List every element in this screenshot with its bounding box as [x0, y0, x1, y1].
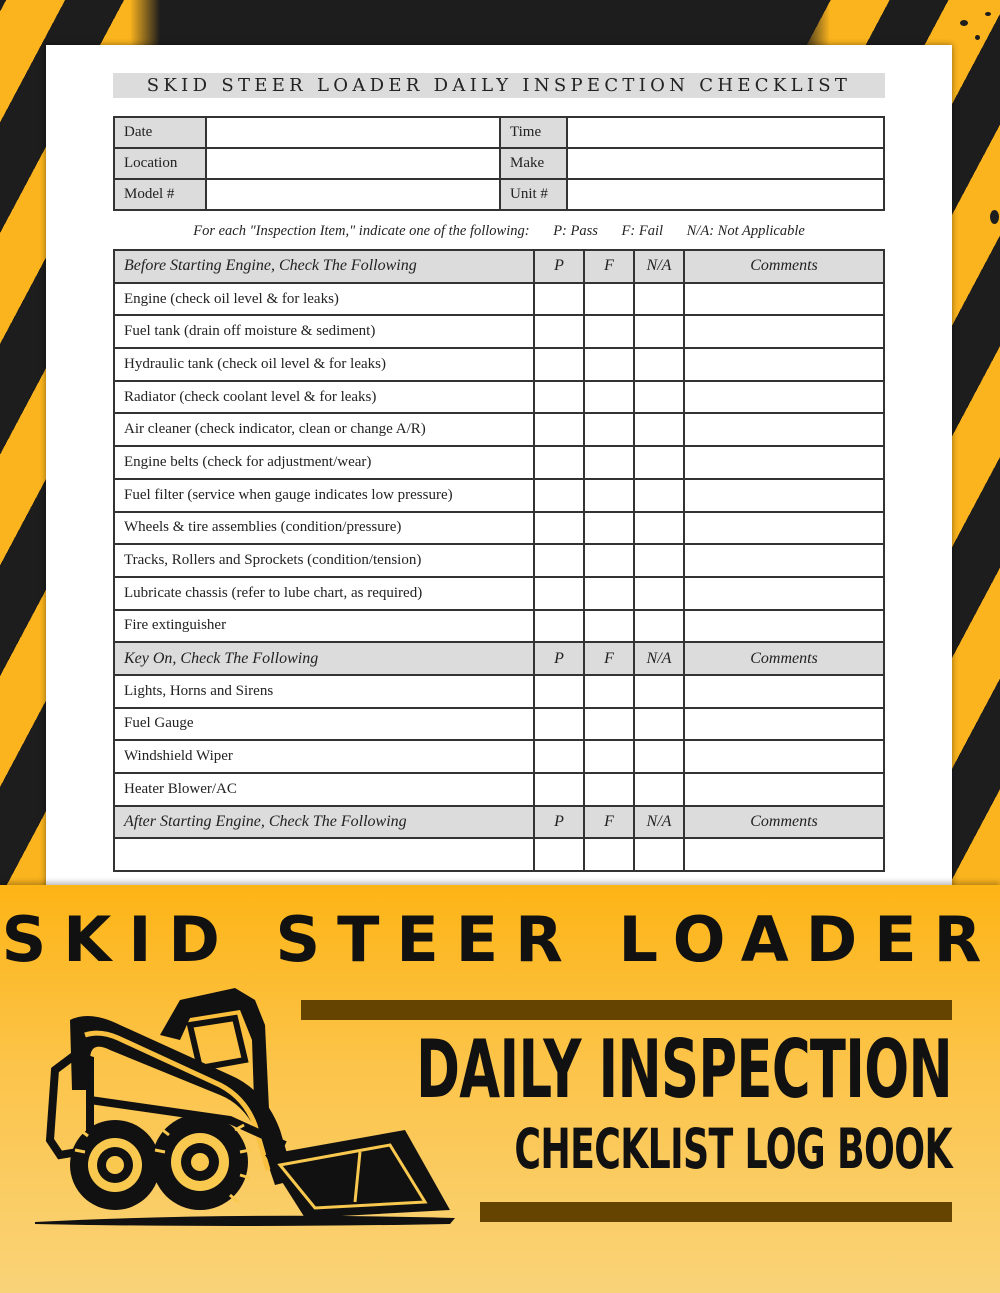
comments-field[interactable] — [684, 315, 884, 348]
fail-checkbox-cell[interactable] — [584, 413, 634, 446]
checklist-row — [114, 283, 884, 316]
fail-checkbox-cell[interactable] — [584, 773, 634, 806]
fail-checkbox-cell[interactable] — [584, 740, 634, 773]
checklist-row — [114, 413, 884, 446]
na-checkbox-cell[interactable] — [634, 610, 684, 643]
inspection-item-label: Wheels & tire assemblies (condition/pressure) — [114, 512, 534, 545]
column-header-comments: Comments — [684, 806, 884, 839]
legend-instruction: For each "Inspection Item," indicate one of the following: — [193, 223, 530, 239]
fail-checkbox-cell[interactable] — [584, 315, 634, 348]
checklist-row — [114, 381, 884, 414]
pass-checkbox-cell[interactable] — [534, 675, 584, 708]
checklist-row — [114, 610, 884, 643]
pass-checkbox-cell[interactable] — [534, 708, 584, 741]
comments-field[interactable] — [684, 446, 884, 479]
fail-checkbox-cell[interactable] — [584, 577, 634, 610]
inspection-item-label: Lubricate chassis (refer to lube chart, as required) — [114, 577, 534, 610]
na-checkbox-cell[interactable] — [634, 838, 684, 871]
fail-checkbox-cell[interactable] — [584, 708, 634, 741]
checklist-row — [114, 544, 884, 577]
inspection-item-label: Hydraulic tank (check oil level & for leaks) — [114, 348, 534, 381]
banner-subtitle-line1: DAILY INSPECTION — [416, 1023, 952, 1116]
legend-na: N/A: Not Applicable — [686, 223, 805, 239]
checklist-row — [114, 838, 884, 871]
inspection-item-label: Fuel Gauge — [114, 708, 534, 741]
inspection-item-label: Fuel filter (service when gauge indicates low pressure) — [114, 479, 534, 512]
inspection-item-label: Fuel tank (drain off moisture & sediment) — [114, 315, 534, 348]
fail-checkbox-cell[interactable] — [584, 381, 634, 414]
checklist-row — [114, 675, 884, 708]
section-heading: Before Starting Engine, Check The Following — [114, 250, 534, 283]
column-header-fail: F — [584, 806, 634, 839]
na-checkbox-cell[interactable] — [634, 577, 684, 610]
column-header-fail: F — [584, 250, 634, 283]
pass-checkbox-cell[interactable] — [534, 512, 584, 545]
comments-field[interactable] — [684, 708, 884, 741]
checklist-row — [114, 446, 884, 479]
checklist-page — [46, 45, 952, 905]
pass-checkbox-cell[interactable] — [534, 773, 584, 806]
na-checkbox-cell[interactable] — [634, 315, 684, 348]
inspection-item-label: Engine belts (check for adjustment/wear) — [114, 446, 534, 479]
na-checkbox-cell[interactable] — [634, 283, 684, 316]
skid-steer-loader-icon — [30, 980, 460, 1230]
section-heading: After Starting Engine, Check The Following — [114, 806, 534, 839]
top-dark-band — [0, 0, 1000, 45]
inspection-item-label — [114, 838, 534, 871]
comments-field[interactable] — [684, 348, 884, 381]
grunge-speck — [968, 520, 974, 526]
inspection-item-label: Radiator (check coolant level & for leaks) — [114, 381, 534, 414]
page-title: SKID STEER LOADER DAILY INSPECTION CHECKLIST — [146, 75, 852, 96]
pass-checkbox-cell[interactable] — [534, 544, 584, 577]
column-header-na: N/A — [634, 250, 684, 283]
pass-checkbox-cell[interactable] — [534, 348, 584, 381]
column-header-comments: Comments — [684, 642, 884, 675]
divider-bar-bottom — [480, 1202, 952, 1222]
pass-checkbox-cell[interactable] — [534, 283, 584, 316]
section-heading: Key On, Check The Following — [114, 642, 534, 675]
na-checkbox-cell[interactable] — [634, 381, 684, 414]
section-header-row — [114, 642, 884, 675]
time-field[interactable] — [567, 117, 884, 148]
comments-field[interactable] — [684, 479, 884, 512]
cover-banner — [0, 885, 1000, 1293]
na-checkbox-cell[interactable] — [634, 740, 684, 773]
date-label: Date — [114, 117, 206, 148]
section-header-row — [114, 806, 884, 839]
comments-field[interactable] — [684, 283, 884, 316]
fail-checkbox-cell[interactable] — [584, 512, 634, 545]
info-row — [114, 117, 884, 148]
info-row — [114, 148, 884, 179]
fail-checkbox-cell[interactable] — [584, 838, 634, 871]
comments-field[interactable] — [684, 610, 884, 643]
pass-checkbox-cell[interactable] — [534, 381, 584, 414]
pass-checkbox-cell[interactable] — [534, 610, 584, 643]
fail-checkbox-cell[interactable] — [584, 283, 634, 316]
grunge-speck — [975, 35, 980, 40]
model-label: Model # — [114, 179, 206, 210]
comments-field[interactable] — [684, 413, 884, 446]
na-checkbox-cell[interactable] — [634, 413, 684, 446]
info-row — [114, 179, 884, 210]
fail-checkbox-cell[interactable] — [584, 610, 634, 643]
inspection-item-label: Fire extinguisher — [114, 610, 534, 643]
banner-subtitle-line2: CHECKLIST LOG BOOK — [514, 1117, 952, 1181]
na-checkbox-cell[interactable] — [634, 512, 684, 545]
grunge-speck — [985, 12, 991, 16]
checklist-row — [114, 740, 884, 773]
column-header-na: N/A — [634, 806, 684, 839]
grunge-speck — [990, 210, 999, 224]
page-title-bar — [113, 73, 885, 98]
grunge-speck — [960, 20, 968, 26]
comments-field[interactable] — [684, 675, 884, 708]
na-checkbox-cell[interactable] — [634, 446, 684, 479]
fail-checkbox-cell[interactable] — [584, 544, 634, 577]
checklist-row — [114, 512, 884, 545]
make-label: Make — [500, 148, 567, 179]
inspection-item-label: Lights, Horns and Sirens — [114, 675, 534, 708]
checklist-table — [113, 249, 885, 872]
column-header-comments: Comments — [684, 250, 884, 283]
comments-field[interactable] — [684, 381, 884, 414]
fail-checkbox-cell[interactable] — [584, 479, 634, 512]
checklist-row — [114, 479, 884, 512]
legend-pass: P: Pass — [553, 223, 598, 239]
na-checkbox-cell[interactable] — [634, 708, 684, 741]
date-field[interactable] — [206, 117, 500, 148]
pass-checkbox-cell[interactable] — [534, 577, 584, 610]
comments-field[interactable] — [684, 577, 884, 610]
time-label: Time — [500, 117, 567, 148]
fail-checkbox-cell[interactable] — [584, 675, 634, 708]
inspection-item-label: Air cleaner (check indicator, clean or change A/R) — [114, 413, 534, 446]
na-checkbox-cell[interactable] — [634, 544, 684, 577]
inspection-item-label: Heater Blower/AC — [114, 773, 534, 806]
comments-field[interactable] — [684, 773, 884, 806]
pass-checkbox-cell[interactable] — [534, 413, 584, 446]
section-header-row — [114, 250, 884, 283]
banner-title: SKID STEER LOADER — [1, 903, 999, 976]
pass-checkbox-cell[interactable] — [534, 446, 584, 479]
na-checkbox-cell[interactable] — [634, 348, 684, 381]
na-checkbox-cell[interactable] — [634, 773, 684, 806]
fail-checkbox-cell[interactable] — [584, 348, 634, 381]
column-header-fail: F — [584, 642, 634, 675]
model-field[interactable] — [206, 179, 500, 210]
column-header-pass: P — [534, 806, 584, 839]
legend-line — [113, 223, 885, 240]
comments-field[interactable] — [684, 740, 884, 773]
info-table — [113, 116, 885, 211]
comments-field[interactable] — [684, 838, 884, 871]
checklist-row — [114, 348, 884, 381]
inspection-item-label: Engine (check oil level & for leaks) — [114, 283, 534, 316]
checklist-row — [114, 708, 884, 741]
column-header-pass: P — [534, 642, 584, 675]
column-header-pass: P — [534, 250, 584, 283]
unit-field[interactable] — [567, 179, 884, 210]
make-field[interactable] — [567, 148, 884, 179]
location-field[interactable] — [206, 148, 500, 179]
pass-checkbox-cell[interactable] — [534, 740, 584, 773]
checklist-row — [114, 315, 884, 348]
pass-checkbox-cell[interactable] — [534, 315, 584, 348]
pass-checkbox-cell[interactable] — [534, 838, 584, 871]
comments-field[interactable] — [684, 544, 884, 577]
comments-field[interactable] — [684, 512, 884, 545]
legend-fail: F: Fail — [621, 223, 664, 239]
na-checkbox-cell[interactable] — [634, 479, 684, 512]
checklist-row — [114, 773, 884, 806]
checklist-row — [114, 577, 884, 610]
column-header-na: N/A — [634, 642, 684, 675]
fail-checkbox-cell[interactable] — [584, 446, 634, 479]
inspection-item-label: Tracks, Rollers and Sprockets (condition/tension) — [114, 544, 534, 577]
unit-label: Unit # — [500, 179, 567, 210]
inspection-item-label: Windshield Wiper — [114, 740, 534, 773]
na-checkbox-cell[interactable] — [634, 675, 684, 708]
pass-checkbox-cell[interactable] — [534, 479, 584, 512]
location-label: Location — [114, 148, 206, 179]
